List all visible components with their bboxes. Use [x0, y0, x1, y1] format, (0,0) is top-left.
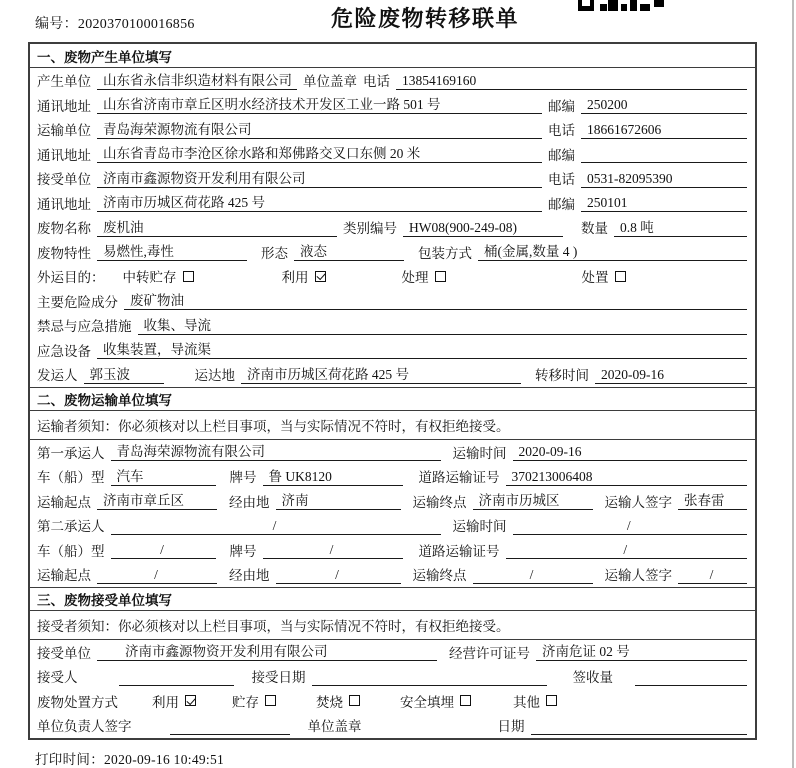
physical-form-label: 形态 — [261, 245, 288, 261]
transport-route-row — [30, 562, 755, 587]
vehicle-type-value: / — [111, 540, 216, 559]
packing-method-label: 包装方式 — [418, 245, 472, 261]
transit-storage-label: 中转贮存 — [122, 270, 177, 286]
destination-value: 济南市历城区荷花路 425 号 — [241, 365, 521, 384]
carrier-signature-label: 运输人签字 — [604, 568, 672, 584]
carrier-signature-label: 运输人签字 — [604, 494, 672, 510]
option-dispose — [582, 266, 626, 286]
utilize-checkbox — [185, 695, 196, 706]
plate-number-value: / — [263, 540, 403, 559]
mailing-address-row — [30, 191, 755, 216]
receive-date-label: 接受日期 — [251, 670, 306, 686]
carrier-notice-text: 运输者须知：你必须核对以上栏目事项，当与实际情况不符时，有权拒绝接受。 — [37, 418, 510, 434]
utilize-checkbox — [315, 271, 326, 282]
second-carrier-row — [30, 513, 755, 538]
date-value — [531, 716, 748, 735]
receiver-value — [119, 667, 234, 686]
main-hazardous-components-label: 主要危险成分 — [37, 294, 118, 310]
unit-seal-label: 单位盖章 — [303, 74, 357, 90]
transport-origin-value: / — [97, 565, 217, 584]
waste-name-label: 废物名称 — [37, 221, 91, 237]
plate-number-value: 鲁 UK8120 — [263, 467, 403, 486]
quantity-label: 数量 — [581, 221, 608, 237]
option-store — [232, 691, 276, 711]
vehicle-type-value: 汽车 — [111, 467, 216, 486]
responsible-signature-label: 单位负责人签字 — [37, 719, 132, 735]
option-incinerate — [316, 691, 360, 711]
receiver-notice-text: 接受者须知：你必须核对以上栏目事项，当与实际情况不符时，有权拒绝接受。 — [37, 618, 510, 634]
document-number — [35, 13, 195, 33]
receive-date-value — [312, 667, 547, 686]
store-label: 贮存 — [232, 694, 259, 710]
print-time-label: 打印时间： — [35, 752, 104, 767]
page-title: 危险废物转移联单 — [331, 6, 520, 31]
carrier-notice — [30, 411, 755, 440]
physical-form-value: 液态 — [294, 242, 404, 261]
transport-origin-value: 济南市章丘区 — [97, 491, 217, 510]
mailing-address-row — [30, 93, 755, 118]
mailing-address-value: 山东省济南市章丘区明水经济技术开发区工业一路 501 号 — [97, 95, 542, 114]
incinerate-label: 焚烧 — [316, 694, 343, 710]
disposal-method-label: 废物处置方式 — [37, 694, 118, 710]
first-carrier-row — [30, 440, 755, 465]
option-transit-storage — [123, 266, 194, 286]
consignor-value: 郭玉波 — [84, 365, 164, 384]
phone-label: 电话 — [548, 172, 575, 188]
carrier-signature-value: 张春雷 — [678, 491, 747, 510]
destination-label: 运达地 — [194, 368, 235, 384]
transport-unit-row — [30, 117, 755, 142]
plate-number-label: 牌号 — [229, 543, 257, 559]
waste-name-value: 废机油 — [97, 218, 337, 237]
first-carrier-label: 第一承运人 — [37, 445, 105, 461]
transport-destination-value: / — [473, 565, 593, 584]
utilize-label: 利用 — [152, 694, 179, 710]
document-number-label: 编号： — [35, 17, 78, 32]
producing-unit-label: 产生单位 — [37, 74, 91, 90]
waste-characteristics-label: 废物特性 — [37, 245, 91, 261]
via-place-label: 经由地 — [229, 494, 270, 510]
responsible-signature-row — [30, 713, 755, 738]
postal-code-label: 邮编 — [548, 147, 575, 163]
section-2-title: 二、废物运输单位填写 — [30, 387, 755, 411]
road-transport-permit-label: 道路运输证号 — [418, 470, 500, 486]
transfer-purpose-label: 外运目的： — [37, 270, 105, 286]
transfer-purpose-row — [30, 264, 755, 289]
dispose-checkbox — [615, 271, 626, 282]
treat-checkbox — [435, 271, 446, 282]
vehicle-row — [30, 538, 755, 563]
road-transport-permit-value: 370213006408 — [506, 467, 748, 486]
landfill-label: 安全填埋 — [400, 694, 454, 710]
transport-unit-value: 青岛海荣源物流有限公司 — [97, 120, 542, 139]
postal-code-label: 邮编 — [548, 98, 575, 114]
via-place-value: / — [276, 565, 401, 584]
mailing-address-label: 通讯地址 — [37, 196, 91, 212]
received-quantity-label: 签收量 — [572, 670, 613, 686]
vehicle-row — [30, 464, 755, 489]
phone-value: 13854169160 — [396, 71, 747, 90]
transport-destination-label: 运输终点 — [412, 568, 467, 584]
postal-code-value: 250101 — [581, 193, 747, 212]
postal-code-label: 邮编 — [548, 196, 575, 212]
mailing-address-value: 济南市历城区荷花路 425 号 — [97, 193, 542, 212]
quantity-value: 0.8 吨 — [614, 218, 747, 237]
taboos-emergency-measures-value: 收集、导流 — [138, 316, 748, 335]
mailing-address-row — [30, 142, 755, 167]
date-label: 日期 — [497, 719, 525, 735]
mailing-address-label: 通讯地址 — [37, 98, 91, 114]
transfer-date-label: 转移时间 — [535, 368, 589, 384]
phone-value: 0531-82095390 — [581, 169, 747, 188]
option-other — [513, 691, 557, 711]
main-hazardous-components-value: 废矿物油 — [124, 291, 747, 310]
category-code-value: HW08(900-249-08) — [403, 218, 563, 237]
option-treat — [402, 266, 446, 286]
first-carrier-value: 青岛海荣源物流有限公司 — [111, 442, 441, 461]
vehicle-type-label: 车（船）型 — [37, 543, 105, 559]
transport-date-value: / — [513, 516, 748, 535]
waste-characteristics-value: 易燃性,毒性 — [97, 242, 247, 261]
section-1-title: 一、废物产生单位填写 — [30, 44, 755, 68]
road-transport-permit-label: 道路运输证号 — [418, 543, 500, 559]
page-edge-divider — [792, 0, 794, 768]
carrier-signature-value: / — [678, 565, 747, 584]
option-utilize — [282, 266, 326, 286]
received-quantity-value — [635, 667, 747, 686]
receiver-notice — [30, 611, 755, 640]
taboos-emergency-measures-label: 禁忌与应急措施 — [37, 319, 132, 335]
section-3-title: 三、废物接受单位填写 — [30, 587, 755, 611]
consignor-label: 发运人 — [37, 368, 78, 384]
via-place-label: 经由地 — [229, 568, 270, 584]
consignor-row — [30, 362, 755, 387]
landfill-checkbox — [460, 695, 471, 706]
disposal-method-row — [30, 689, 755, 714]
packing-method-value: 桶(金属,数量 4 ) — [478, 242, 747, 261]
responsible-signature-value — [170, 716, 290, 735]
phone-label: 电话 — [363, 74, 390, 90]
taboos-emergency-measures-row — [30, 313, 755, 338]
emergency-equipment-value: 收集装置，导流渠 — [97, 340, 747, 359]
manifest-form — [28, 42, 757, 740]
mailing-address-label: 通讯地址 — [37, 147, 91, 163]
store-checkbox — [265, 695, 276, 706]
second-carrier-label: 第二承运人 — [37, 519, 105, 535]
receiving-unit-value: 济南市鑫源物资开发利用有限公司 — [97, 642, 437, 661]
option-utilize — [152, 691, 196, 711]
transport-route-row — [30, 489, 755, 514]
transport-destination-label: 运输终点 — [412, 494, 467, 510]
road-transport-permit-value: / — [506, 540, 748, 559]
receiver-row — [30, 664, 755, 689]
transport-date-label: 运输时间 — [452, 519, 507, 535]
transit-storage-checkbox — [183, 271, 194, 282]
main-hazardous-components-row — [30, 289, 755, 314]
mailing-address-value: 山东省青岛市李沧区徐水路和郑佛路交叉口东侧 20 米 — [97, 144, 542, 163]
category-code-label: 类别编号 — [343, 221, 397, 237]
utilize-label: 利用 — [281, 270, 309, 286]
producing-unit-row — [30, 68, 755, 93]
transport-date-label: 运输时间 — [452, 445, 507, 461]
receiving-unit-row — [30, 640, 755, 665]
postal-code-value — [581, 144, 747, 163]
dispose-label: 处置 — [581, 270, 609, 286]
operation-license-value: 济南危证 02 号 — [536, 642, 747, 661]
second-carrier-value: / — [111, 516, 441, 535]
incinerate-checkbox — [349, 695, 360, 706]
transport-origin-label: 运输起点 — [37, 494, 91, 510]
producing-unit-value: 山东省永信非织造材料有限公司 — [97, 71, 297, 90]
other-label: 其他 — [513, 694, 540, 710]
unit-seal-label: 单位盖章 — [307, 719, 362, 735]
qr-code-fragment — [578, 0, 664, 11]
option-landfill — [400, 691, 471, 711]
receiver-label: 接受人 — [37, 670, 78, 686]
receiving-unit-row — [30, 166, 755, 191]
via-place-value: 济南 — [276, 491, 401, 510]
treat-label: 处理 — [401, 270, 429, 286]
transfer-date-value: 2020-09-16 — [595, 365, 747, 384]
waste-name-row — [30, 215, 755, 240]
other-checkbox — [546, 695, 557, 706]
plate-number-label: 牌号 — [229, 470, 257, 486]
vehicle-type-label: 车（船）型 — [37, 470, 105, 486]
print-time — [35, 748, 224, 768]
waste-characteristics-row — [30, 240, 755, 265]
postal-code-value: 250200 — [581, 95, 747, 114]
print-time-value: 2020-09-16 10:49:51 — [104, 752, 225, 767]
phone-value: 18661672606 — [581, 120, 747, 139]
transport-unit-label: 运输单位 — [37, 123, 91, 139]
receiving-unit-label: 接受单位 — [37, 172, 91, 188]
phone-label: 电话 — [548, 123, 575, 139]
emergency-equipment-row — [30, 338, 755, 363]
transport-origin-label: 运输起点 — [37, 568, 91, 584]
transport-date-value: 2020-09-16 — [513, 442, 748, 461]
receiving-unit-value: 济南市鑫源物资开发利用有限公司 — [97, 169, 542, 188]
transport-destination-value: 济南市历城区 — [473, 491, 593, 510]
receiving-unit-label: 接受单位 — [37, 645, 91, 661]
operation-license-label: 经营许可证号 — [449, 645, 530, 661]
document-number-value: 2020370100016856 — [77, 17, 195, 32]
emergency-equipment-label: 应急设备 — [37, 343, 91, 359]
